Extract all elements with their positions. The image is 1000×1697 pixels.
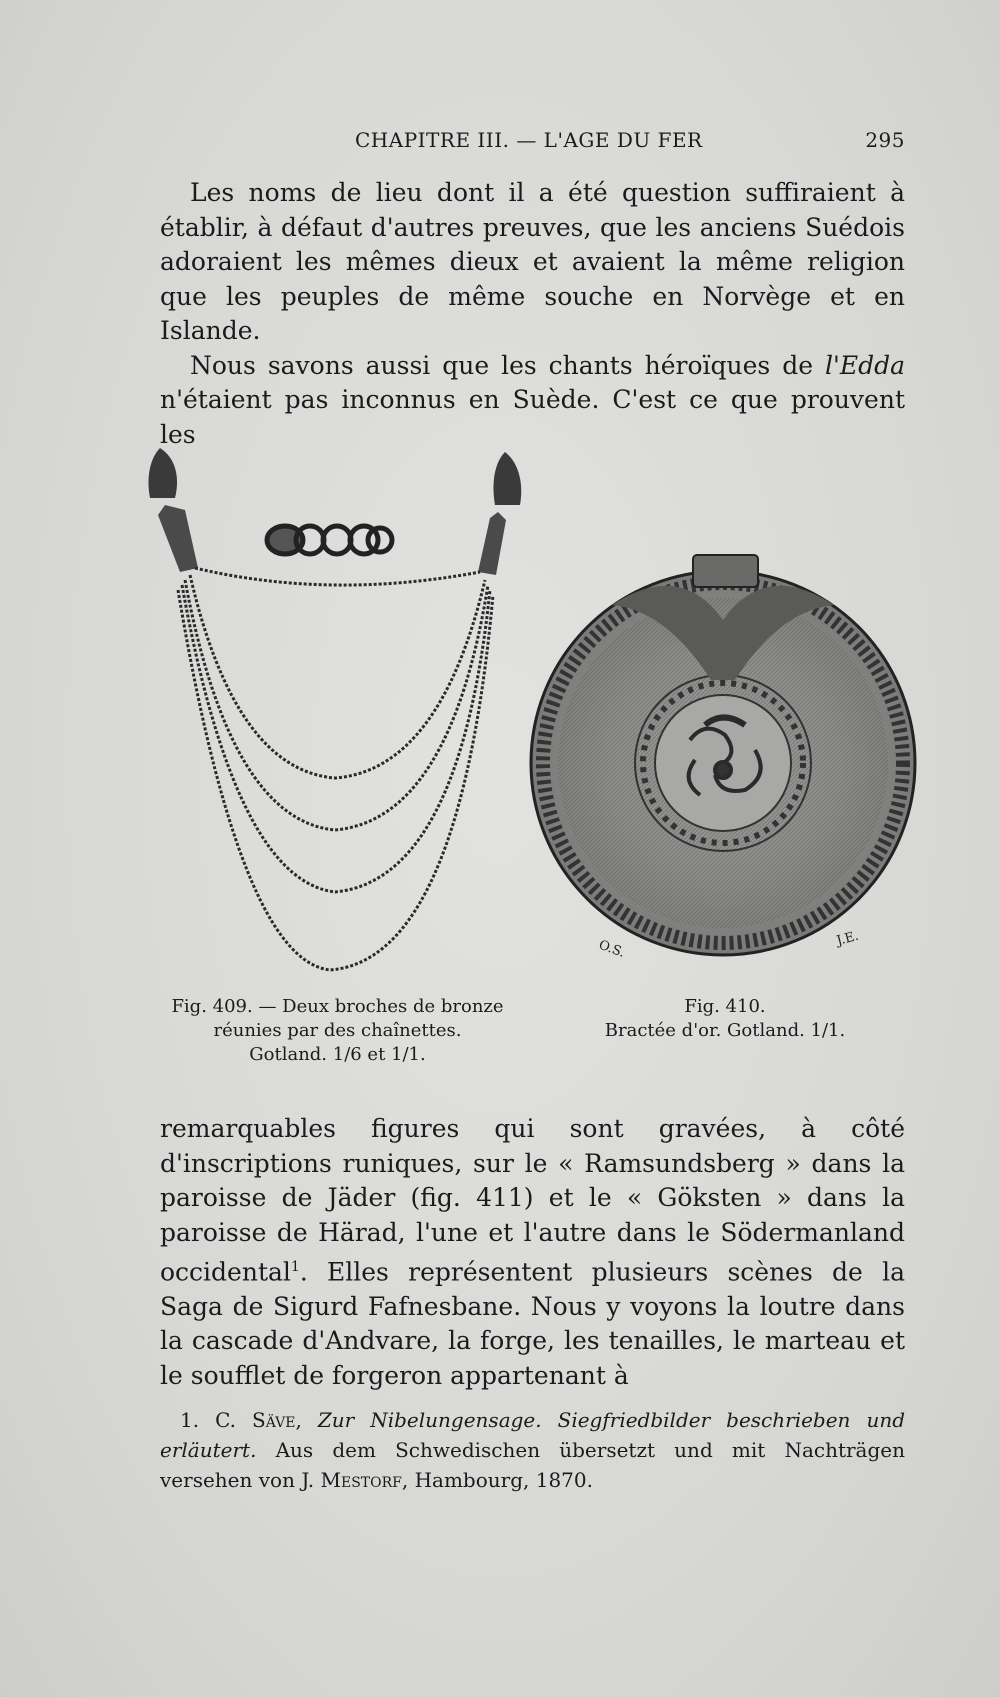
fig-409-illustration (148, 448, 521, 970)
bracteate-suspension-loop (693, 555, 758, 587)
footnote-publication: , Hambourg, 1870. (401, 1468, 593, 1492)
paragraph-2-text-end: n'étaient pas inconnus en Suède. C'est ce que prouvent les (160, 385, 905, 449)
caption-fig-410-line2: Bractée d'or. Gotland. 1/1. (604, 1020, 846, 1041)
left-brooch-body (158, 505, 198, 572)
caption-fig-409-line2: réunies par des chaînettes. (213, 1020, 462, 1041)
caption-fig-409-line3: Gotland. 1/6 et 1/1. (249, 1044, 426, 1065)
footnote-separator: , (295, 1408, 318, 1432)
caption-fig-409 (150, 995, 525, 1067)
paragraph-3-text: remarquables figures qui sont gravées, à côté d'inscriptions runiques, sur le « Ramsundsberg » dans la paroisse de Jäder (fig. 411) et le « Göksten » dans la paroisse de Härad, l'une et l'autre dans le Södermanland occidental (160, 1114, 905, 1287)
right-brooch-head (493, 452, 521, 505)
footnote-editor: J. Mestorf (301, 1468, 402, 1492)
footnote-title: Zur Nibelungensage. Siegfriedbilder beschrieben und erläutert. (160, 1408, 906, 1462)
footnote-number: 1. (180, 1408, 216, 1432)
caption-fig-410 (575, 995, 875, 1043)
chain-link-ornament (267, 526, 392, 554)
right-brooch-body (478, 512, 506, 575)
chapter-title: CHAPITRE III. — L'AGE DU FER (355, 128, 703, 152)
engraver-mark-left: O.S. (596, 937, 627, 961)
paragraph-1: Les noms de lieu dont il a été question suffiraient à établir, à défaut d'autres preuves, que les anciens Suédois adoraient les mêmes dieux et avaient la même religion que les peuples de même souche en Norvège et en Islande. (160, 178, 905, 345)
body-text-bottom (160, 1112, 905, 1393)
paragraph-2-text: Nous savons aussi que les chants héroïques de (190, 350, 825, 380)
footnote-author: C. Säve (215, 1408, 296, 1432)
caption-fig-410-line1: Fig. 410. (684, 996, 766, 1017)
paragraph-3-text-end: . Elles représentent plusieurs scènes de la Saga de Sigurd Fafnesbane. Nous y voyons la loutre dans la cascade d'Andvare, la forge, les tenailles, le marteau et le soufflet de forgeron appartenant à (160, 1257, 905, 1390)
footnote-reference: 1 (290, 1259, 300, 1275)
chains (178, 568, 493, 970)
paragraph-3 (160, 1112, 905, 1393)
edda-title: l'Edda (824, 350, 905, 380)
left-brooch-head (148, 448, 177, 498)
fig-410-illustration (531, 555, 915, 961)
footnote (160, 1405, 905, 1495)
footnote-text: Aus dem Schwedischen übersetzt und mit Nachträgen versehen von (160, 1438, 905, 1492)
caption-fig-409-line1: Fig. 409. — Deux broches de bronze (171, 996, 504, 1017)
footnote-1 (160, 1405, 905, 1495)
page-number: 295 (865, 128, 905, 152)
engraver-mark-right: J.E. (835, 928, 861, 949)
